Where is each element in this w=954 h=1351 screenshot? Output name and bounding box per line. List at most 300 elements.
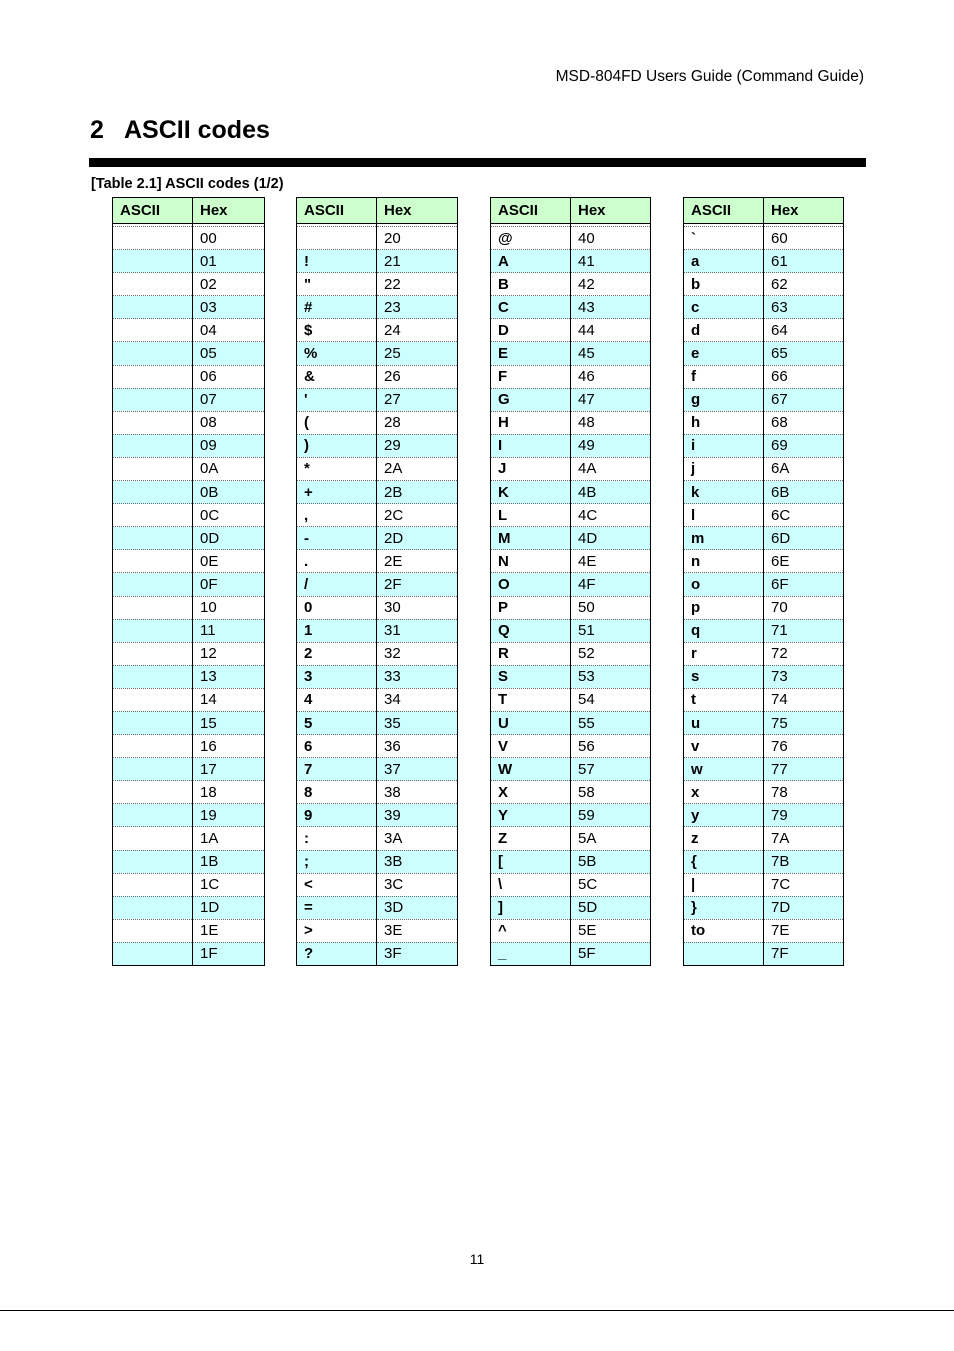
- table-row: [491, 596, 651, 619]
- ascii-char-cell: (: [297, 411, 377, 434]
- table-row: [297, 227, 458, 250]
- hex-code-cell: 24: [377, 319, 458, 342]
- ascii-char-cell: [113, 735, 193, 758]
- ascii-char-cell: s: [684, 665, 764, 688]
- hex-code-cell: 4D: [571, 527, 651, 550]
- table-row: [297, 319, 458, 342]
- hex-code-cell: 20: [377, 227, 458, 250]
- table-row: [491, 250, 651, 273]
- hex-code-cell: 1F: [193, 942, 265, 965]
- table-row: [684, 296, 844, 319]
- table-row: [491, 711, 651, 734]
- table-row: [297, 850, 458, 873]
- hex-code-cell: 30: [377, 596, 458, 619]
- hex-code-cell: 33: [377, 665, 458, 688]
- ascii-char-cell: V: [491, 735, 571, 758]
- table-row: [491, 942, 651, 965]
- ascii-char-cell: [113, 827, 193, 850]
- ascii-char-cell: G: [491, 388, 571, 411]
- table-row: [113, 296, 265, 319]
- table-row: [297, 481, 458, 504]
- ascii-char-cell: <: [297, 873, 377, 896]
- table-row: [297, 596, 458, 619]
- table-row: [684, 273, 844, 296]
- column-header-ascii: ASCII: [297, 198, 377, 224]
- ascii-char-cell: to: [684, 919, 764, 942]
- ascii-char-cell: [113, 342, 193, 365]
- ascii-char-cell: ): [297, 434, 377, 457]
- ascii-char-cell: [113, 688, 193, 711]
- hex-code-cell: 39: [377, 804, 458, 827]
- table-row: [113, 273, 265, 296]
- hex-code-cell: 42: [571, 273, 651, 296]
- table-row: [684, 942, 844, 965]
- ascii-char-cell: 0: [297, 596, 377, 619]
- hex-code-cell: 54: [571, 688, 651, 711]
- hex-code-cell: 11: [193, 619, 265, 642]
- ascii-char-cell: [113, 665, 193, 688]
- ascii-char-cell: r: [684, 642, 764, 665]
- table-row: [491, 457, 651, 480]
- table-row: [297, 388, 458, 411]
- ascii-char-cell: J: [491, 457, 571, 480]
- hex-code-cell: 0C: [193, 504, 265, 527]
- hex-code-cell: 66: [764, 365, 844, 388]
- hex-code-cell: 26: [377, 365, 458, 388]
- table-row: [491, 573, 651, 596]
- table-row: [297, 873, 458, 896]
- table-row: [491, 896, 651, 919]
- table-header-row: [491, 198, 651, 224]
- hex-code-cell: 18: [193, 781, 265, 804]
- table-row: [113, 457, 265, 480]
- heading-rule: [89, 158, 866, 167]
- table-row: [491, 550, 651, 573]
- table-row: [113, 250, 265, 273]
- ascii-char-cell: x: [684, 781, 764, 804]
- ascii-char-cell: [113, 273, 193, 296]
- hex-code-cell: 6E: [764, 550, 844, 573]
- ascii-char-cell: ": [297, 273, 377, 296]
- table-row: [297, 688, 458, 711]
- hex-code-cell: 5B: [571, 850, 651, 873]
- ascii-char-cell: [: [491, 850, 571, 873]
- ascii-char-cell: e: [684, 342, 764, 365]
- table-row: [684, 457, 844, 480]
- hex-code-cell: 6F: [764, 573, 844, 596]
- ascii-char-cell: [113, 504, 193, 527]
- hex-code-cell: 43: [571, 296, 651, 319]
- table-row: [684, 642, 844, 665]
- hex-code-cell: 6D: [764, 527, 844, 550]
- table-row: [491, 504, 651, 527]
- table-row: [684, 873, 844, 896]
- page-number: 11: [469, 1251, 485, 1267]
- ascii-table-4: [683, 197, 844, 966]
- ascii-char-cell: E: [491, 342, 571, 365]
- ascii-char-cell: {: [684, 850, 764, 873]
- table-row: [297, 758, 458, 781]
- hex-code-cell: 72: [764, 642, 844, 665]
- table-row: [491, 619, 651, 642]
- hex-code-cell: 78: [764, 781, 844, 804]
- table-row: [491, 434, 651, 457]
- hex-code-cell: 73: [764, 665, 844, 688]
- hex-code-cell: 63: [764, 296, 844, 319]
- section-title-text: ASCII codes: [124, 116, 270, 144]
- section-number: 2: [90, 116, 104, 144]
- table-row: [113, 573, 265, 596]
- ascii-char-cell: y: [684, 804, 764, 827]
- column-header-ascii: ASCII: [684, 198, 764, 224]
- ascii-char-cell: d: [684, 319, 764, 342]
- table-row: [113, 481, 265, 504]
- table-row: [684, 619, 844, 642]
- table-row: [297, 735, 458, 758]
- ascii-char-cell: .: [297, 550, 377, 573]
- hex-code-cell: 07: [193, 388, 265, 411]
- ascii-char-cell: [113, 434, 193, 457]
- column-header-hex: Hex: [377, 198, 458, 224]
- table-row: [684, 596, 844, 619]
- ascii-char-cell: [113, 804, 193, 827]
- ascii-char-cell: ;: [297, 850, 377, 873]
- hex-code-cell: 7F: [764, 942, 844, 965]
- hex-code-cell: 13: [193, 665, 265, 688]
- table-row: [297, 296, 458, 319]
- hex-code-cell: 2D: [377, 527, 458, 550]
- ascii-char-cell: k: [684, 481, 764, 504]
- hex-code-cell: 2E: [377, 550, 458, 573]
- table-row: [491, 850, 651, 873]
- ascii-char-cell: [113, 573, 193, 596]
- hex-code-cell: 52: [571, 642, 651, 665]
- table-row: [297, 919, 458, 942]
- ascii-char-cell: :: [297, 827, 377, 850]
- ascii-char-cell: 4: [297, 688, 377, 711]
- hex-code-cell: 5F: [571, 942, 651, 965]
- table-row: [113, 781, 265, 804]
- hex-code-cell: 76: [764, 735, 844, 758]
- hex-code-cell: 05: [193, 342, 265, 365]
- ascii-char-cell: [113, 919, 193, 942]
- table-row: [113, 942, 265, 965]
- table-row: [297, 365, 458, 388]
- ascii-char-cell: o: [684, 573, 764, 596]
- ascii-char-cell: N: [491, 550, 571, 573]
- table-row: [491, 735, 651, 758]
- ascii-char-cell: !: [297, 250, 377, 273]
- hex-code-cell: 5A: [571, 827, 651, 850]
- hex-code-cell: 1C: [193, 873, 265, 896]
- table-row: [113, 850, 265, 873]
- table-row: [113, 388, 265, 411]
- hex-code-cell: 3E: [377, 919, 458, 942]
- hex-code-cell: 17: [193, 758, 265, 781]
- table-row: [113, 919, 265, 942]
- hex-code-cell: 27: [377, 388, 458, 411]
- ascii-char-cell: 3: [297, 665, 377, 688]
- hex-code-cell: 2B: [377, 481, 458, 504]
- table-row: [491, 481, 651, 504]
- table-row: [491, 411, 651, 434]
- ascii-char-cell: [113, 550, 193, 573]
- hex-code-cell: 0E: [193, 550, 265, 573]
- table-row: [297, 896, 458, 919]
- hex-code-cell: 1B: [193, 850, 265, 873]
- ascii-char-cell: [113, 781, 193, 804]
- table-row: [684, 319, 844, 342]
- ascii-char-cell: [113, 850, 193, 873]
- ascii-char-cell: C: [491, 296, 571, 319]
- ascii-char-cell: _: [491, 942, 571, 965]
- ascii-char-cell: `: [684, 227, 764, 250]
- ascii-char-cell: [113, 319, 193, 342]
- hex-code-cell: 37: [377, 758, 458, 781]
- table-header-row: [297, 198, 458, 224]
- hex-code-cell: 4E: [571, 550, 651, 573]
- ascii-char-cell: Z: [491, 827, 571, 850]
- ascii-char-cell: 1: [297, 619, 377, 642]
- hex-code-cell: 41: [571, 250, 651, 273]
- hex-code-cell: 1E: [193, 919, 265, 942]
- table-row: [113, 504, 265, 527]
- footer-rule: [0, 1310, 954, 1311]
- ascii-char-cell: 8: [297, 781, 377, 804]
- hex-code-cell: 29: [377, 434, 458, 457]
- section-heading: [90, 116, 270, 145]
- table-row: [297, 250, 458, 273]
- hex-code-cell: 38: [377, 781, 458, 804]
- hex-code-cell: 79: [764, 804, 844, 827]
- table-row: [297, 642, 458, 665]
- ascii-char-cell: w: [684, 758, 764, 781]
- ascii-char-cell: ]: [491, 896, 571, 919]
- table-row: [684, 227, 844, 250]
- ascii-char-cell: a: [684, 250, 764, 273]
- hex-code-cell: 0B: [193, 481, 265, 504]
- ascii-char-cell: O: [491, 573, 571, 596]
- hex-code-cell: 19: [193, 804, 265, 827]
- table-row: [491, 527, 651, 550]
- ascii-char-cell: I: [491, 434, 571, 457]
- ascii-char-cell: U: [491, 711, 571, 734]
- hex-code-cell: 49: [571, 434, 651, 457]
- ascii-char-cell: [113, 481, 193, 504]
- ascii-char-cell: /: [297, 573, 377, 596]
- ascii-char-cell: 6: [297, 735, 377, 758]
- ascii-char-cell: f: [684, 365, 764, 388]
- ascii-char-cell: [113, 365, 193, 388]
- hex-code-cell: 3B: [377, 850, 458, 873]
- hex-code-cell: 77: [764, 758, 844, 781]
- hex-code-cell: 65: [764, 342, 844, 365]
- table-row: [297, 550, 458, 573]
- ascii-char-cell: }: [684, 896, 764, 919]
- hex-code-cell: 6A: [764, 457, 844, 480]
- table-row: [113, 365, 265, 388]
- table-row: [113, 319, 265, 342]
- ascii-char-cell: A: [491, 250, 571, 273]
- table-row: [113, 758, 265, 781]
- hex-code-cell: 00: [193, 227, 265, 250]
- hex-code-cell: 32: [377, 642, 458, 665]
- ascii-char-cell: T: [491, 688, 571, 711]
- ascii-char-cell: 2: [297, 642, 377, 665]
- hex-code-cell: 6C: [764, 504, 844, 527]
- hex-code-cell: 04: [193, 319, 265, 342]
- ascii-char-cell: |: [684, 873, 764, 896]
- ascii-char-cell: 7: [297, 758, 377, 781]
- ascii-char-cell: z: [684, 827, 764, 850]
- table-row: [297, 804, 458, 827]
- ascii-char-cell: [113, 527, 193, 550]
- hex-code-cell: 62: [764, 273, 844, 296]
- hex-code-cell: 0A: [193, 457, 265, 480]
- ascii-char-cell: $: [297, 319, 377, 342]
- ascii-char-cell: Q: [491, 619, 571, 642]
- ascii-char-cell: 5: [297, 711, 377, 734]
- ascii-char-cell: m: [684, 527, 764, 550]
- table-row: [297, 434, 458, 457]
- hex-code-cell: 59: [571, 804, 651, 827]
- hex-code-cell: 64: [764, 319, 844, 342]
- ascii-char-cell: *: [297, 457, 377, 480]
- hex-code-cell: 3A: [377, 827, 458, 850]
- ascii-char-cell: v: [684, 735, 764, 758]
- hex-code-cell: 5C: [571, 873, 651, 896]
- hex-code-cell: 35: [377, 711, 458, 734]
- table-row: [297, 827, 458, 850]
- ascii-char-cell: K: [491, 481, 571, 504]
- table-row: [684, 573, 844, 596]
- ascii-table-3: [490, 197, 651, 966]
- column-header-ascii: ASCII: [113, 198, 193, 224]
- hex-code-cell: 55: [571, 711, 651, 734]
- table-row: [684, 250, 844, 273]
- ascii-char-cell: W: [491, 758, 571, 781]
- ascii-char-cell: j: [684, 457, 764, 480]
- table-row: [113, 342, 265, 365]
- hex-code-cell: 75: [764, 711, 844, 734]
- hex-code-cell: 4B: [571, 481, 651, 504]
- hex-code-cell: 06: [193, 365, 265, 388]
- ascii-char-cell: l: [684, 504, 764, 527]
- hex-code-cell: 08: [193, 411, 265, 434]
- hex-code-cell: 70: [764, 596, 844, 619]
- table-row: [684, 665, 844, 688]
- table-row: [684, 804, 844, 827]
- column-header-hex: Hex: [571, 198, 651, 224]
- ascii-char-cell: \: [491, 873, 571, 896]
- table-row: [297, 619, 458, 642]
- table-row: [297, 573, 458, 596]
- table-row: [684, 434, 844, 457]
- hex-code-cell: 57: [571, 758, 651, 781]
- hex-code-cell: 4F: [571, 573, 651, 596]
- ascii-char-cell: c: [684, 296, 764, 319]
- ascii-char-cell: P: [491, 596, 571, 619]
- table-row: [113, 873, 265, 896]
- table-row: [113, 434, 265, 457]
- hex-code-cell: 01: [193, 250, 265, 273]
- table-row: [491, 642, 651, 665]
- ascii-char-cell: L: [491, 504, 571, 527]
- table-row: [684, 896, 844, 919]
- hex-code-cell: 22: [377, 273, 458, 296]
- ascii-char-cell: h: [684, 411, 764, 434]
- table-row: [113, 596, 265, 619]
- hex-code-cell: 3D: [377, 896, 458, 919]
- table-row: [491, 804, 651, 827]
- table-row: [113, 896, 265, 919]
- ascii-char-cell: ^: [491, 919, 571, 942]
- ascii-char-cell: [113, 250, 193, 273]
- hex-code-cell: 7E: [764, 919, 844, 942]
- hex-code-cell: 7A: [764, 827, 844, 850]
- hex-code-cell: 45: [571, 342, 651, 365]
- table-row: [491, 827, 651, 850]
- table-row: [113, 665, 265, 688]
- ascii-table-1: [112, 197, 265, 966]
- table-row: [684, 411, 844, 434]
- hex-code-cell: 4A: [571, 457, 651, 480]
- ascii-char-cell: ': [297, 388, 377, 411]
- hex-code-cell: 53: [571, 665, 651, 688]
- hex-code-cell: 03: [193, 296, 265, 319]
- table-row: [113, 227, 265, 250]
- hex-code-cell: 34: [377, 688, 458, 711]
- hex-code-cell: 6B: [764, 481, 844, 504]
- hex-code-cell: 2F: [377, 573, 458, 596]
- hex-code-cell: 02: [193, 273, 265, 296]
- hex-code-cell: 58: [571, 781, 651, 804]
- table-row: [684, 504, 844, 527]
- ascii-char-cell: -: [297, 527, 377, 550]
- hex-code-cell: 60: [764, 227, 844, 250]
- table-row: [491, 781, 651, 804]
- hex-code-cell: 21: [377, 250, 458, 273]
- hex-code-cell: 40: [571, 227, 651, 250]
- table-row: [491, 227, 651, 250]
- hex-code-cell: 15: [193, 711, 265, 734]
- ascii-char-cell: p: [684, 596, 764, 619]
- table-row: [113, 527, 265, 550]
- table-row: [491, 688, 651, 711]
- table-row: [297, 273, 458, 296]
- ascii-char-cell: X: [491, 781, 571, 804]
- hex-code-cell: 0F: [193, 573, 265, 596]
- hex-code-cell: 56: [571, 735, 651, 758]
- table-row: [491, 273, 651, 296]
- table-row: [684, 758, 844, 781]
- hex-code-cell: 3C: [377, 873, 458, 896]
- hex-code-cell: 51: [571, 619, 651, 642]
- table-row: [297, 781, 458, 804]
- ascii-char-cell: 9: [297, 804, 377, 827]
- table-row: [491, 873, 651, 896]
- ascii-char-cell: +: [297, 481, 377, 504]
- ascii-char-cell: g: [684, 388, 764, 411]
- ascii-char-cell: H: [491, 411, 571, 434]
- ascii-char-cell: R: [491, 642, 571, 665]
- hex-code-cell: 7D: [764, 896, 844, 919]
- ascii-table-2: [296, 197, 458, 966]
- hex-code-cell: 7C: [764, 873, 844, 896]
- hex-code-cell: 69: [764, 434, 844, 457]
- ascii-char-cell: [113, 642, 193, 665]
- hex-code-cell: 1A: [193, 827, 265, 850]
